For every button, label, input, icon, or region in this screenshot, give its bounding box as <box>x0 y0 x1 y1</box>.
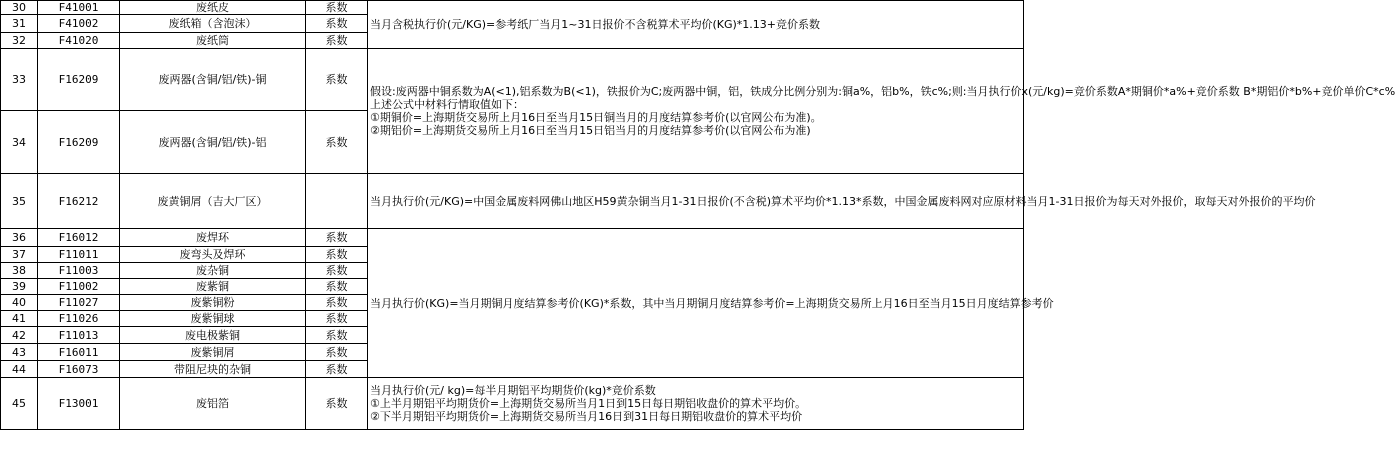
row-number-cell[interactable]: 40 <box>1 295 38 311</box>
material-name-cell[interactable]: 废两器(含铜/铝/铁)-铜 <box>120 49 306 111</box>
material-name-cell[interactable]: 废弯头及焊环 <box>120 247 306 263</box>
material-name-cell[interactable]: 废紫铜屑 <box>120 344 306 361</box>
price-unit-cell[interactable]: 系数 <box>306 15 368 33</box>
foil-rule-line-1: 当月执行价(元/ kg)=每半月期铝平均期货价(kg)*竞价系数 <box>370 384 656 397</box>
material-code-cell[interactable]: F16212 <box>38 174 120 229</box>
price-unit-cell[interactable]: 系数 <box>306 33 368 49</box>
material-code-cell[interactable]: F16073 <box>38 361 120 378</box>
foil-rule-line-3: ②下半月期铝平均期货价=上海期货交易所当月16日到31日每日期铝收盘价的算术平均价 <box>370 410 803 423</box>
table-row <box>1 49 1024 111</box>
row-number-cell[interactable]: 44 <box>1 361 38 378</box>
material-code-cell[interactable]: F11027 <box>38 295 120 311</box>
appliance-rule-line-3: ①期铜价=上海期货交易所上月16日至当月15日铜当月的月度结算参考价(以官网公布为准)。 <box>370 111 822 124</box>
material-code-cell[interactable]: F11026 <box>38 311 120 327</box>
price-unit-cell[interactable]: 系数 <box>306 378 368 430</box>
price-unit-cell[interactable]: 系数 <box>306 111 368 174</box>
material-code-cell[interactable]: F13001 <box>38 378 120 430</box>
material-code-cell[interactable]: F41001 <box>38 1 120 15</box>
material-code-cell[interactable]: F11013 <box>38 327 120 344</box>
material-code-cell[interactable]: F41020 <box>38 33 120 49</box>
material-code-cell[interactable]: F11002 <box>38 279 120 295</box>
appliance-price-rule-cell[interactable] <box>368 49 1395 174</box>
row-number-cell[interactable]: 39 <box>1 279 38 295</box>
material-name-cell[interactable]: 废紫铜粉 <box>120 295 306 311</box>
foil-rule-line-2: ①上半月期铝平均期货价=上海期货交易所当月1日到15日每日期铝收盘价的算术平均价。 <box>370 397 807 410</box>
material-code-cell[interactable]: F16011 <box>38 344 120 361</box>
material-name-cell[interactable]: 废紫铜 <box>120 279 306 295</box>
row-number-cell[interactable]: 38 <box>1 263 38 279</box>
row-number-cell[interactable]: 30 <box>1 1 38 15</box>
row-number-cell[interactable]: 41 <box>1 311 38 327</box>
material-name-cell[interactable]: 废杂铜 <box>120 263 306 279</box>
aluminium-foil-price-rule-cell[interactable] <box>368 378 1024 430</box>
material-name-cell[interactable]: 废铝箔 <box>120 378 306 430</box>
appliance-rule-line-4: ②期铝价=上海期货交易所上月16日至当月15日铝当月的月度结算参考价(以官网公布为准) <box>370 124 811 137</box>
table-row <box>1 378 1024 430</box>
row-number-cell[interactable]: 33 <box>1 49 38 111</box>
material-code-cell[interactable]: F16209 <box>38 111 120 174</box>
price-unit-cell[interactable]: 系数 <box>306 311 368 327</box>
row-number-cell[interactable]: 34 <box>1 111 38 174</box>
price-unit-cell[interactable]: 系数 <box>306 49 368 111</box>
row-number-cell[interactable]: 35 <box>1 174 38 229</box>
material-name-cell[interactable]: 废纸筒 <box>120 33 306 49</box>
paper-price-rule-cell[interactable] <box>368 1 1024 49</box>
brass-price-rule-text: 当月执行价(元/KG)=中国金属废料网佛山地区H59黄杂铜当月1-31日报价(不含税)算术平均价*1.13*系数，中国金属废料网对应原材料当月1-31日报价为每天对外报价，取每天对外报价的平均价 <box>370 194 1316 208</box>
table-row <box>1 1 1024 15</box>
table-row <box>1 229 1024 247</box>
price-unit-cell[interactable]: 系数 <box>306 263 368 279</box>
material-code-cell[interactable]: F11011 <box>38 247 120 263</box>
row-number-cell[interactable]: 45 <box>1 378 38 430</box>
brass-price-rule-cell[interactable] <box>368 174 1316 229</box>
row-number-cell[interactable]: 42 <box>1 327 38 344</box>
material-name-cell[interactable]: 带阻尼块的杂铜 <box>120 361 306 378</box>
price-unit-cell[interactable]: 系数 <box>306 344 368 361</box>
material-name-cell[interactable]: 废焊环 <box>120 229 306 247</box>
copper-price-rule-text: 当月执行价(KG)=当月期铜月度结算参考价(KG)*系数，其中当月期铜月度结算参考价=上海期货交易所上月16日至当月15日月度结算参考价 <box>370 296 1054 310</box>
price-unit-cell[interactable]: 系数 <box>306 229 368 247</box>
material-code-cell[interactable]: F16209 <box>38 49 120 111</box>
row-number-cell[interactable]: 32 <box>1 33 38 49</box>
price-unit-cell[interactable]: 系数 <box>306 361 368 378</box>
row-number-cell[interactable]: 37 <box>1 247 38 263</box>
appliance-rule-line-2: 上述公式中材料行情取值如下： <box>370 98 524 111</box>
material-name-cell[interactable]: 废纸皮 <box>120 1 306 15</box>
price-unit-cell[interactable]: 系数 <box>306 295 368 311</box>
material-name-cell[interactable]: 废电极紫铜 <box>120 327 306 344</box>
price-unit-cell[interactable]: 系数 <box>306 247 368 263</box>
material-code-cell[interactable]: F11003 <box>38 263 120 279</box>
copper-price-rule-cell[interactable] <box>368 229 1054 378</box>
appliance-rule-line-1: 假设:废两器中铜系数为A(<1),铝系数为B(<1)，铁报价为C;废两器中铜，铝，铁成分比例分别为:铜a%，铝b%，铁c%;则:当月执行价x(元/kg)=竞价系数A*期铜价*a%+竞价系数 B*期铝价*b%+竞价单价C*c% <box>370 85 1395 98</box>
row-number-cell[interactable]: 43 <box>1 344 38 361</box>
table-row <box>1 174 1024 229</box>
price-unit-cell[interactable]: 系数 <box>306 327 368 344</box>
material-name-cell[interactable]: 废黄铜屑（吉大厂区） <box>120 174 306 229</box>
material-name-cell[interactable]: 废紫铜球 <box>120 311 306 327</box>
price-unit-cell[interactable] <box>306 174 368 229</box>
row-number-cell[interactable]: 36 <box>1 229 38 247</box>
material-name-cell[interactable]: 废两器(含铜/铝/铁)-铝 <box>120 111 306 174</box>
material-code-cell[interactable]: F41002 <box>38 15 120 33</box>
price-unit-cell[interactable]: 系数 <box>306 1 368 15</box>
material-name-cell[interactable]: 废纸箱（含泡沫） <box>120 15 306 33</box>
paper-price-rule-text: 当月含税执行价(元/KG)=参考纸厂当月1~31日报价不含税算术平均价(KG)*1.13+竞价系数 <box>370 18 820 31</box>
price-unit-cell[interactable]: 系数 <box>306 279 368 295</box>
material-code-cell[interactable]: F16012 <box>38 229 120 247</box>
row-number-cell[interactable]: 31 <box>1 15 38 33</box>
